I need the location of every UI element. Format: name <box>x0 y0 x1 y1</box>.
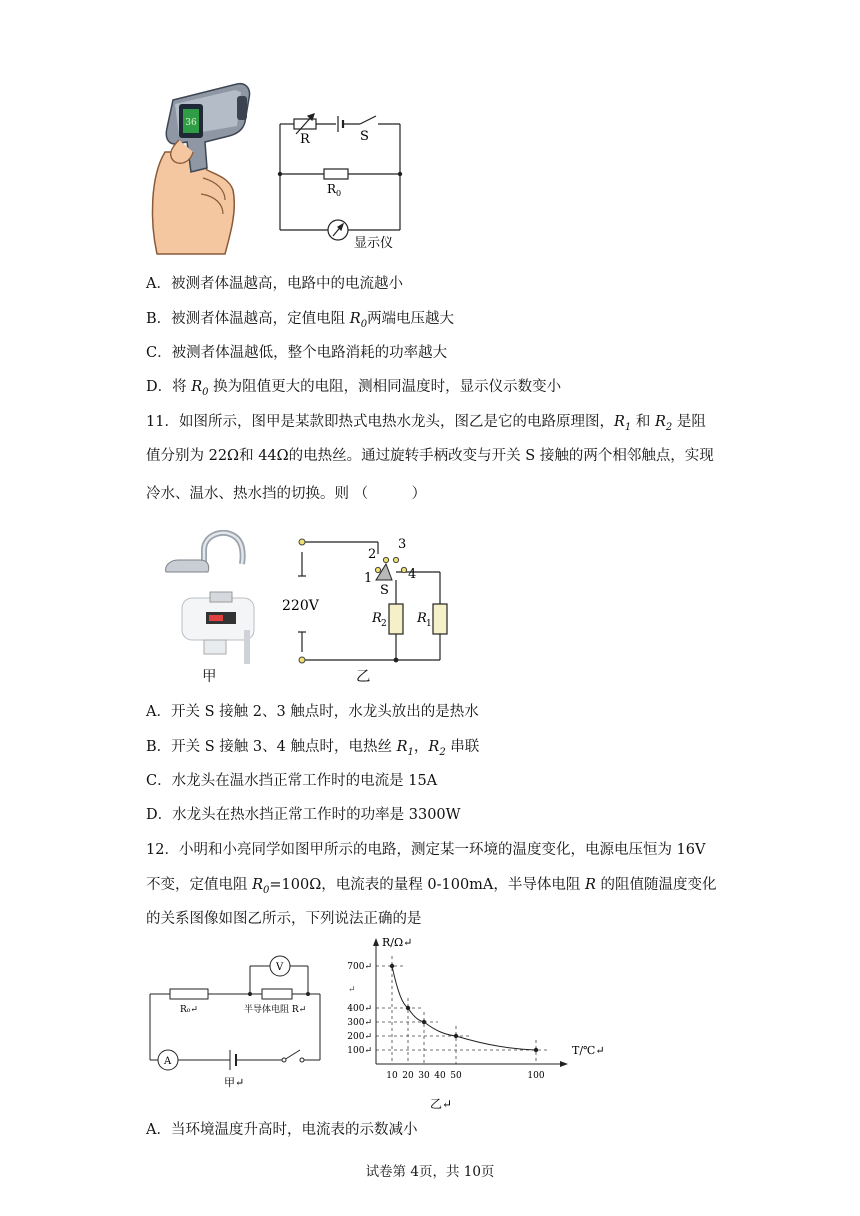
label-220v: 220V <box>282 598 319 614</box>
svg-text:36: 36 <box>185 118 197 128</box>
label-r2-sub: 2 <box>381 619 387 629</box>
thermometer-illustration <box>145 82 255 264</box>
q10-option-c: C．被测者体温越低，整个电路消耗的功率越大 <box>146 345 448 361</box>
q12-line-2: 不变，定值电阻 $R_0=100\Omega$，电流表的量程 0-100mA，半导体电阻 R 的阻值随温度变化 <box>146 877 717 896</box>
y-axis-extra-mark: ↵ <box>348 985 356 995</box>
y-tick-label: 400↵ <box>347 1004 372 1014</box>
contact-1: 1 <box>364 571 373 586</box>
q11-circuit-diagram <box>280 532 460 676</box>
ammeter-label: A <box>164 1056 172 1067</box>
x-tick-label: 50 <box>450 1071 462 1081</box>
q10-circuit-diagram <box>272 110 422 262</box>
label-jia: 甲 <box>202 669 217 685</box>
label-R: R <box>300 132 310 147</box>
x-tick-label: 10 <box>386 1071 398 1081</box>
data-point <box>454 1034 458 1038</box>
x-tick-label: 40 <box>434 1071 446 1081</box>
q12-chart <box>330 932 620 1116</box>
r0-label: R₀↵ <box>180 1005 198 1015</box>
q10-option-d: D．将 $R_0$ 换为阻值更大的电阻，测相同温度时，显示仪示数变小 <box>146 379 562 398</box>
x-tick-label: 30 <box>418 1071 430 1081</box>
q11-option-b: B．开关 S 接触 3、4 触点时，电热丝 $R_1$，$R_2$ 串联 <box>146 739 480 758</box>
q11-option-a: A．开关 S 接触 2、3 触点时，水龙头放出的是热水 <box>146 704 479 720</box>
label-R0: R <box>327 182 337 196</box>
q12-option-a: A．当环境温度升高时，电流表的示数减小 <box>146 1122 418 1138</box>
contact-4: 4 <box>408 567 417 582</box>
data-point <box>534 1048 538 1052</box>
y-tick-label: 200↵ <box>347 1032 372 1042</box>
page-footer: 试卷第 4页，共 10页 <box>365 1164 495 1180</box>
contact-3: 3 <box>398 537 407 552</box>
y-axis-label: R/Ω↵ <box>382 936 413 949</box>
chart-caption: 乙↵ <box>430 1097 453 1111</box>
label-r1: R <box>417 611 427 626</box>
q11-line-3: 冷水、温水、热水挡的切换。则 （ ） <box>146 486 427 502</box>
q11-option-d: D．水龙头在热水挡正常工作时的功率是 3300W <box>146 807 461 823</box>
q12-line-1: 12．小明和小亮同学如图甲所示的电路，测定某一环境的温度变化，电源电压恒为 16V <box>146 842 706 858</box>
q11-line-2: 值分别为 22Ω和 44Ω的电热丝。通过旋转手柄改变与开关 S 接触的两个相邻触点，实现 <box>146 448 714 464</box>
jia-label: 甲↵ <box>224 1076 245 1089</box>
x-tick-label: 20 <box>402 1071 414 1081</box>
semiconductor-label: 半导体电阻 R↵ <box>244 1005 307 1015</box>
y-tick-label: 100↵ <box>347 1046 372 1056</box>
label-r2: R <box>372 611 382 626</box>
y-axis-arrow <box>373 938 379 946</box>
thermometer-gun-image <box>145 82 255 260</box>
label-r1-sub: 1 <box>426 619 432 629</box>
x-axis-label: T/℃↵ <box>572 1044 605 1057</box>
label-S: S <box>360 129 369 144</box>
q11-line-1: 11．如图所示，图甲是某款即热式电热水龙头，图乙是它的电路原理图，$R_1$ 和 $R_2$ 是阻 <box>146 414 706 433</box>
label-switch-s: S <box>380 583 389 598</box>
label-yi: 乙 <box>356 669 371 685</box>
q10-option-a: A．被测者体温越高，电路中的电流越小 <box>146 276 403 292</box>
contact-2: 2 <box>368 547 377 562</box>
q10-option-b: B．被测者体温越高，定值电阻 $R_0$两端电压越大 <box>146 311 455 330</box>
voltmeter-label: V <box>276 962 284 973</box>
data-point <box>390 964 394 968</box>
label-R0-sub: 0 <box>336 189 342 198</box>
data-point <box>406 1006 410 1010</box>
q11-option-c: C．水龙头在温水挡正常工作时的电流是 15A <box>146 773 438 789</box>
q12-line-3: 的关系图像如图乙所示，下列说法正确的是 <box>146 911 422 927</box>
q12-circuit-diagram <box>144 946 334 1100</box>
label-display: 显示仪 <box>354 236 394 251</box>
x-axis-arrow <box>560 1061 568 1067</box>
y-tick-label: 300↵ <box>347 1018 372 1028</box>
x-tick-label: 100 <box>527 1071 545 1081</box>
y-tick-label: 700↵ <box>347 962 372 972</box>
data-point <box>422 1020 426 1024</box>
